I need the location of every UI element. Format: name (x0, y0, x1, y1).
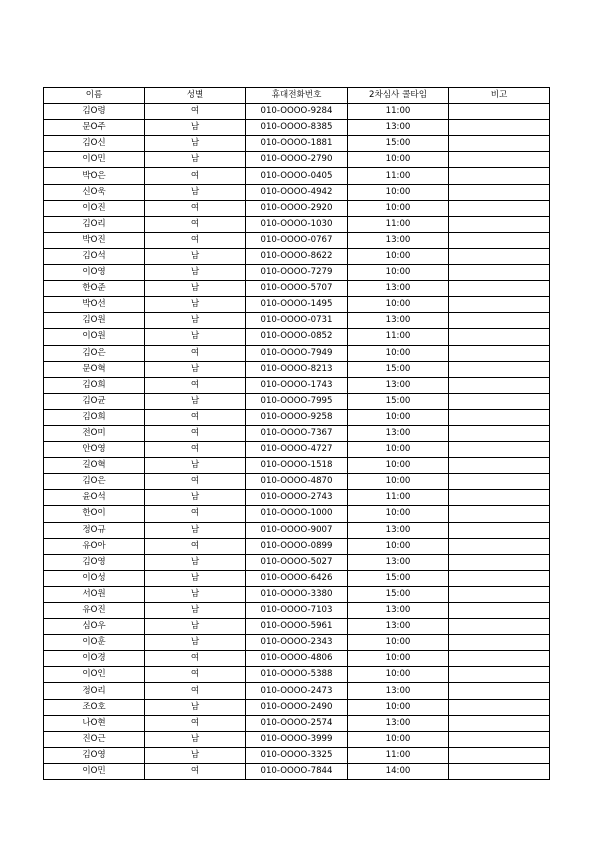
phone-cell: 010-OOOO-3999 (246, 731, 348, 747)
gender-cell: 남 (145, 184, 246, 200)
remarks-cell (449, 667, 550, 683)
phone-cell: 010-OOOO-9258 (246, 409, 348, 425)
name-cell: 진O근 (44, 731, 145, 747)
table-row (44, 393, 550, 409)
header-gender: 성별 (145, 88, 246, 104)
header-phone: 휴대전화번호 (246, 88, 348, 104)
name-cell: 김O은 (44, 345, 145, 361)
table-row (44, 281, 550, 297)
remarks-cell (449, 554, 550, 570)
name-cell: 조O호 (44, 699, 145, 715)
remarks-cell (449, 248, 550, 264)
remarks-cell (449, 442, 550, 458)
name-cell: 길O혁 (44, 458, 145, 474)
name-cell: 정O규 (44, 522, 145, 538)
remarks-cell (449, 377, 550, 393)
name-cell: 심O우 (44, 619, 145, 635)
calltime-cell: 10:00 (348, 200, 449, 216)
calltime-cell: 15:00 (348, 570, 449, 586)
remarks-cell (449, 619, 550, 635)
phone-cell: 010-OOOO-5388 (246, 667, 348, 683)
calltime-cell: 13:00 (348, 619, 449, 635)
phone-cell: 010-OOOO-8622 (246, 248, 348, 264)
phone-cell: 010-OOOO-0899 (246, 538, 348, 554)
table-row (44, 168, 550, 184)
remarks-cell (449, 506, 550, 522)
remarks-cell (449, 425, 550, 441)
phone-cell: 010-OOOO-2574 (246, 715, 348, 731)
calltime-cell: 13:00 (348, 313, 449, 329)
name-cell: 한O준 (44, 281, 145, 297)
calltime-cell: 15:00 (348, 361, 449, 377)
table-row (44, 297, 550, 313)
name-cell: 서O원 (44, 586, 145, 602)
calltime-cell: 10:00 (348, 184, 449, 200)
name-cell: 이O민 (44, 152, 145, 168)
phone-cell: 010-OOOO-2743 (246, 490, 348, 506)
table-row (44, 377, 550, 393)
gender-cell: 남 (145, 393, 246, 409)
calltime-cell: 10:00 (348, 651, 449, 667)
gender-cell: 여 (145, 216, 246, 232)
table-row (44, 651, 550, 667)
gender-cell: 남 (145, 265, 246, 281)
calltime-cell: 13:00 (348, 120, 449, 136)
gender-cell: 남 (145, 490, 246, 506)
gender-cell: 남 (145, 297, 246, 313)
remarks-cell (449, 329, 550, 345)
gender-cell: 남 (145, 554, 246, 570)
table-row (44, 619, 550, 635)
phone-cell: 010-OOOO-1030 (246, 216, 348, 232)
calltime-cell: 10:00 (348, 345, 449, 361)
remarks-cell (449, 747, 550, 763)
table-row (44, 152, 550, 168)
name-cell: 유O진 (44, 603, 145, 619)
name-cell: 김O희 (44, 377, 145, 393)
calltime-cell: 11:00 (348, 168, 449, 184)
gender-cell: 남 (145, 747, 246, 763)
name-cell: 김O석 (44, 248, 145, 264)
gender-cell: 여 (145, 377, 246, 393)
table-row (44, 522, 550, 538)
phone-cell: 010-OOOO-9284 (246, 104, 348, 120)
calltime-cell: 15:00 (348, 136, 449, 152)
phone-cell: 010-OOOO-1743 (246, 377, 348, 393)
phone-cell: 010-OOOO-8213 (246, 361, 348, 377)
calltime-cell: 10:00 (348, 265, 449, 281)
table-row (44, 506, 550, 522)
table-row (44, 409, 550, 425)
phone-cell: 010-OOOO-2490 (246, 699, 348, 715)
name-cell: 신O욱 (44, 184, 145, 200)
phone-cell: 010-OOOO-6426 (246, 570, 348, 586)
gender-cell: 남 (145, 586, 246, 602)
gender-cell: 여 (145, 232, 246, 248)
calltime-cell: 13:00 (348, 377, 449, 393)
name-cell: 이O경 (44, 651, 145, 667)
calltime-cell: 11:00 (348, 329, 449, 345)
remarks-cell (449, 136, 550, 152)
gender-cell: 여 (145, 651, 246, 667)
remarks-cell (449, 200, 550, 216)
remarks-cell (449, 635, 550, 651)
phone-cell: 010-OOOO-8385 (246, 120, 348, 136)
calltime-cell: 10:00 (348, 458, 449, 474)
header-name: 이름 (44, 88, 145, 104)
table-row (44, 474, 550, 490)
name-cell: 이O원 (44, 329, 145, 345)
name-cell: 안O영 (44, 442, 145, 458)
phone-cell: 010-OOOO-7844 (246, 763, 348, 779)
calltime-cell: 11:00 (348, 490, 449, 506)
name-cell: 이O훈 (44, 635, 145, 651)
calltime-cell: 10:00 (348, 297, 449, 313)
gender-cell: 남 (145, 522, 246, 538)
table-row (44, 667, 550, 683)
header-calltime: 2차심사 콜타임 (348, 88, 449, 104)
name-cell: 김O원 (44, 313, 145, 329)
gender-cell: 여 (145, 506, 246, 522)
calltime-cell: 13:00 (348, 232, 449, 248)
phone-cell: 010-OOOO-5961 (246, 619, 348, 635)
remarks-cell (449, 281, 550, 297)
gender-cell: 여 (145, 104, 246, 120)
table-row (44, 248, 550, 264)
remarks-cell (449, 538, 550, 554)
calltime-cell: 10:00 (348, 699, 449, 715)
gender-cell: 여 (145, 538, 246, 554)
phone-cell: 010-OOOO-9007 (246, 522, 348, 538)
calltime-cell: 10:00 (348, 538, 449, 554)
remarks-cell (449, 152, 550, 168)
calltime-cell: 10:00 (348, 731, 449, 747)
remarks-cell (449, 731, 550, 747)
name-cell: 이O인 (44, 667, 145, 683)
table-row (44, 425, 550, 441)
table-row (44, 603, 550, 619)
header-remarks: 비고 (449, 88, 550, 104)
calltime-cell: 10:00 (348, 667, 449, 683)
phone-cell: 010-OOOO-7103 (246, 603, 348, 619)
gender-cell: 남 (145, 313, 246, 329)
phone-cell: 010-OOOO-4806 (246, 651, 348, 667)
gender-cell: 남 (145, 281, 246, 297)
remarks-cell (449, 168, 550, 184)
calltime-cell: 15:00 (348, 393, 449, 409)
name-cell: 이O진 (44, 200, 145, 216)
name-cell: 김O은 (44, 474, 145, 490)
table-row (44, 200, 550, 216)
phone-cell: 010-OOOO-0405 (246, 168, 348, 184)
remarks-cell (449, 763, 550, 779)
phone-cell: 010-OOOO-2343 (246, 635, 348, 651)
phone-cell: 010-OOOO-1495 (246, 297, 348, 313)
remarks-cell (449, 715, 550, 731)
phone-cell: 010-OOOO-3380 (246, 586, 348, 602)
phone-cell: 010-OOOO-1000 (246, 506, 348, 522)
calltime-cell: 10:00 (348, 442, 449, 458)
table-row (44, 763, 550, 779)
gender-cell: 여 (145, 200, 246, 216)
table-row (44, 232, 550, 248)
gender-cell: 남 (145, 603, 246, 619)
table-row (44, 265, 550, 281)
gender-cell: 남 (145, 619, 246, 635)
phone-cell: 010-OOOO-2920 (246, 200, 348, 216)
name-cell: 이O성 (44, 570, 145, 586)
remarks-cell (449, 586, 550, 602)
applicant-table (43, 87, 550, 780)
calltime-cell: 10:00 (348, 409, 449, 425)
phone-cell: 010-OOOO-2790 (246, 152, 348, 168)
name-cell: 박O진 (44, 232, 145, 248)
gender-cell: 남 (145, 120, 246, 136)
name-cell: 한O이 (44, 506, 145, 522)
remarks-cell (449, 297, 550, 313)
phone-cell: 010-OOOO-7995 (246, 393, 348, 409)
calltime-cell: 13:00 (348, 554, 449, 570)
name-cell: 윤O석 (44, 490, 145, 506)
remarks-cell (449, 683, 550, 699)
remarks-cell (449, 474, 550, 490)
table-row (44, 442, 550, 458)
table-row (44, 184, 550, 200)
calltime-cell: 13:00 (348, 715, 449, 731)
table-row (44, 490, 550, 506)
name-cell: 박O은 (44, 168, 145, 184)
name-cell: 김O희 (44, 409, 145, 425)
phone-cell: 010-OOOO-1881 (246, 136, 348, 152)
remarks-cell (449, 651, 550, 667)
remarks-cell (449, 345, 550, 361)
table-row (44, 715, 550, 731)
name-cell: 김O리 (44, 216, 145, 232)
phone-cell: 010-OOOO-7949 (246, 345, 348, 361)
table-row (44, 329, 550, 345)
name-cell: 문O혁 (44, 361, 145, 377)
gender-cell: 남 (145, 248, 246, 264)
calltime-cell: 13:00 (348, 603, 449, 619)
gender-cell: 남 (145, 136, 246, 152)
calltime-cell: 13:00 (348, 281, 449, 297)
calltime-cell: 11:00 (348, 216, 449, 232)
remarks-cell (449, 393, 550, 409)
remarks-cell (449, 184, 550, 200)
phone-cell: 010-OOOO-5707 (246, 281, 348, 297)
table-body (44, 104, 550, 780)
remarks-cell (449, 361, 550, 377)
gender-cell: 남 (145, 458, 246, 474)
calltime-cell: 15:00 (348, 586, 449, 602)
remarks-cell (449, 458, 550, 474)
table-row (44, 538, 550, 554)
table-row (44, 361, 550, 377)
remarks-cell (449, 490, 550, 506)
gender-cell: 여 (145, 763, 246, 779)
remarks-cell (449, 522, 550, 538)
name-cell: 김O균 (44, 393, 145, 409)
table-row (44, 554, 550, 570)
calltime-cell: 11:00 (348, 747, 449, 763)
gender-cell: 여 (145, 683, 246, 699)
applicant-table-container (43, 87, 549, 780)
table-row (44, 635, 550, 651)
phone-cell: 010-OOOO-7367 (246, 425, 348, 441)
remarks-cell (449, 570, 550, 586)
remarks-cell (449, 603, 550, 619)
table-row (44, 136, 550, 152)
gender-cell: 여 (145, 345, 246, 361)
table-row (44, 731, 550, 747)
calltime-cell: 10:00 (348, 474, 449, 490)
name-cell: 유O아 (44, 538, 145, 554)
table-row (44, 586, 550, 602)
calltime-cell: 10:00 (348, 152, 449, 168)
remarks-cell (449, 104, 550, 120)
phone-cell: 010-OOOO-4870 (246, 474, 348, 490)
name-cell: 정O리 (44, 683, 145, 699)
remarks-cell (449, 313, 550, 329)
name-cell: 김O신 (44, 136, 145, 152)
phone-cell: 010-OOOO-0767 (246, 232, 348, 248)
name-cell: 김O령 (44, 104, 145, 120)
table-row (44, 699, 550, 715)
gender-cell: 여 (145, 442, 246, 458)
phone-cell: 010-OOOO-7279 (246, 265, 348, 281)
gender-cell: 여 (145, 168, 246, 184)
name-cell: 나O현 (44, 715, 145, 731)
gender-cell: 여 (145, 474, 246, 490)
calltime-cell: 10:00 (348, 248, 449, 264)
gender-cell: 남 (145, 570, 246, 586)
gender-cell: 여 (145, 425, 246, 441)
name-cell: 전O미 (44, 425, 145, 441)
table-row (44, 313, 550, 329)
calltime-cell: 13:00 (348, 683, 449, 699)
remarks-cell (449, 216, 550, 232)
table-row (44, 683, 550, 699)
calltime-cell: 10:00 (348, 635, 449, 651)
table-row (44, 104, 550, 120)
table-row (44, 345, 550, 361)
table-row (44, 747, 550, 763)
name-cell: 김O영 (44, 747, 145, 763)
calltime-cell: 13:00 (348, 425, 449, 441)
gender-cell: 여 (145, 667, 246, 683)
remarks-cell (449, 120, 550, 136)
calltime-cell: 13:00 (348, 522, 449, 538)
phone-cell: 010-OOOO-3325 (246, 747, 348, 763)
gender-cell: 여 (145, 409, 246, 425)
table-row (44, 570, 550, 586)
table-row (44, 120, 550, 136)
name-cell: 이O민 (44, 763, 145, 779)
calltime-cell: 11:00 (348, 104, 449, 120)
calltime-cell: 10:00 (348, 506, 449, 522)
gender-cell: 남 (145, 731, 246, 747)
phone-cell: 010-OOOO-0731 (246, 313, 348, 329)
gender-cell: 남 (145, 635, 246, 651)
remarks-cell (449, 699, 550, 715)
phone-cell: 010-OOOO-5027 (246, 554, 348, 570)
gender-cell: 남 (145, 152, 246, 168)
name-cell: 문O주 (44, 120, 145, 136)
calltime-cell: 14:00 (348, 763, 449, 779)
remarks-cell (449, 265, 550, 281)
phone-cell: 010-OOOO-4942 (246, 184, 348, 200)
remarks-cell (449, 409, 550, 425)
name-cell: 김O영 (44, 554, 145, 570)
gender-cell: 남 (145, 361, 246, 377)
phone-cell: 010-OOOO-1518 (246, 458, 348, 474)
table-row (44, 216, 550, 232)
gender-cell: 남 (145, 329, 246, 345)
phone-cell: 010-OOOO-0852 (246, 329, 348, 345)
remarks-cell (449, 232, 550, 248)
table-header-row (44, 88, 550, 104)
phone-cell: 010-OOOO-2473 (246, 683, 348, 699)
gender-cell: 남 (145, 699, 246, 715)
name-cell: 박O선 (44, 297, 145, 313)
name-cell: 이O영 (44, 265, 145, 281)
phone-cell: 010-OOOO-4727 (246, 442, 348, 458)
table-row (44, 458, 550, 474)
gender-cell: 여 (145, 715, 246, 731)
